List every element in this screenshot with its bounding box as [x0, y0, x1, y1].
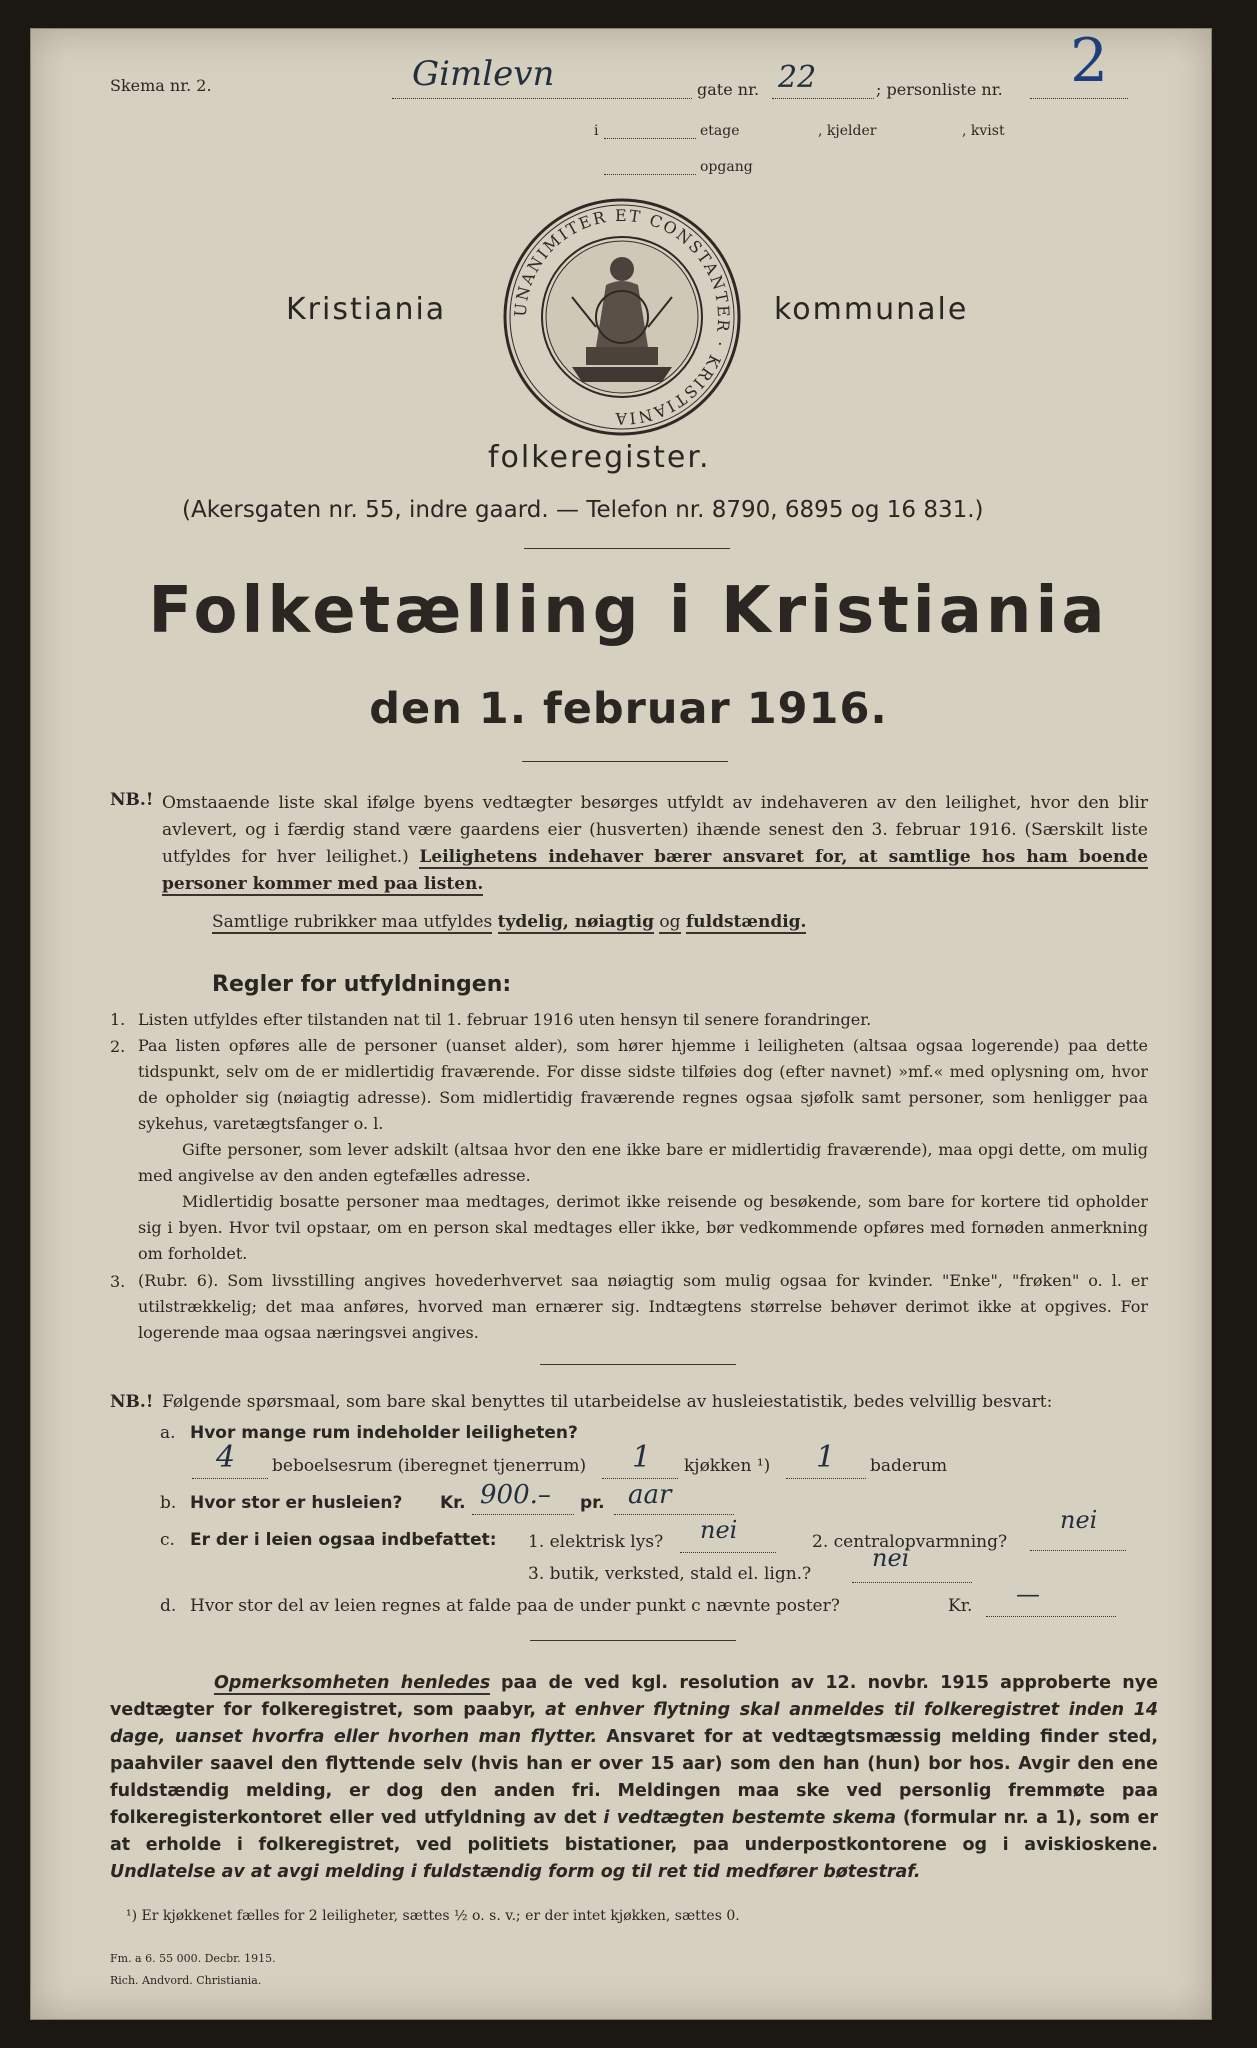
divider-4	[530, 1640, 736, 1641]
notice-paragraph	[110, 1670, 1158, 1886]
divider-1	[524, 548, 730, 549]
c3-label: 3. butik, verksted, stald el. lign.?	[528, 1564, 812, 1584]
notice-i3: Undlatelse av at avgi melding i fuldstændig form og til ret tid medfører bøtestraf.	[110, 1862, 921, 1882]
seal-legend: UNANIMITER ET CONSTANTER · KRISTIANIA	[510, 205, 734, 429]
bath-value: 1	[816, 1440, 836, 1475]
q-a-question: Hvor mange rum indeholder leiligheten?	[190, 1423, 578, 1443]
d-kr-label: Kr.	[948, 1596, 973, 1616]
q-b-label: b.	[160, 1493, 177, 1513]
gate-number-value: 22	[778, 60, 817, 95]
bath-label: baderum	[870, 1456, 948, 1476]
c2-value: nei	[1060, 1506, 1098, 1534]
nb2-intro: Følgende spørsmaal, som bare skal benyttes til utarbeidelse av husleiestatistik, bedes velvillig besvart:	[162, 1392, 1053, 1412]
etage-field[interactable]	[604, 122, 696, 139]
office-city: Kristiania	[286, 292, 447, 327]
personliste-label: ; personliste nr.	[876, 80, 1003, 99]
q-b-question: Hvor stor er husleien?	[190, 1493, 403, 1513]
d-amount-field[interactable]	[986, 1580, 1116, 1617]
q-d-label: d.	[160, 1596, 177, 1616]
rent-period-value: aar	[628, 1480, 672, 1510]
notice-t1: paa de ved kgl. resolution av 12. novbr. 1915 approberte nye vedtægter for folkeregistret, som paabyr,	[110, 1673, 1158, 1720]
nb1-text1: Omstaaende liste skal ifølge byens vedtægter besørges utfyldt av indehaveren av den leilighet, hvor den blir avlevert, og i færdig stand være gaardens eier (husverten) ihænde senest den 3. februar 1916. (Særskilt liste utfyldes for hver leilighet.)	[162, 793, 1148, 867]
q-d-question: Hvor stor del av leien regnes at falde paa de under punkt c nævnte poster?	[190, 1596, 840, 1616]
nb1-line2	[212, 912, 806, 932]
nb1-text2: Samtlige rubrikker maa utfyldes	[212, 912, 493, 932]
kristiania-seal-icon	[502, 197, 742, 437]
rule-2-num: 2.	[110, 1037, 126, 1056]
rule-2b-text: Gifte personer, som lever adskilt (altsaa hvor den ene ikke bare er midlertidig fraværende), maa opgi dette, om mulig med angivelse av den anden egtefælles adresse.	[138, 1140, 1148, 1185]
street-value: Gimlevn	[412, 54, 555, 94]
office-address: (Akersgaten nr. 55, indre gaard. — Telefon nr. 8790, 6895 og 16 831.)	[182, 497, 984, 523]
kitchen-label: kjøkken ¹)	[684, 1456, 771, 1476]
notice-i2: i vedtægten bestemte skema	[603, 1808, 897, 1828]
d-amount-value: —	[1016, 1580, 1040, 1608]
office-kommunale: kommunale	[774, 292, 969, 327]
rule-2c-text: Midlertidig bosatte personer maa medtages, derimot ikke reisende og besøkende, som bare for kortere tid opholder sig i byen. Hvor tvil opstaar, om en person skal medtages eller ikke, bør vedkommende opføres med fornøden anmerkning om forholdet.	[138, 1192, 1148, 1263]
office-folkeregister: folkeregister.	[488, 440, 711, 475]
skema-label: Skema nr. 2.	[110, 76, 212, 95]
rule-3-num: 3.	[110, 1272, 126, 1291]
census-date: den 1. februar 1916.	[369, 684, 888, 734]
q-a-label: a.	[160, 1423, 176, 1443]
notice-lead: Opmerksomheten henledes	[214, 1673, 491, 1693]
rent-kr-label: Kr.	[440, 1493, 466, 1513]
gate-number-field[interactable]	[772, 62, 874, 99]
c1-field[interactable]	[680, 1516, 776, 1553]
imprint-line1: Fm. a 6. 55 000. Decbr. 1915.	[110, 1952, 276, 1965]
street-field[interactable]	[392, 54, 692, 99]
rent-amount-field[interactable]	[472, 1480, 574, 1515]
notice-t2: Ansvaret for at vedtægtsmæssig melding finder sted, paahviler saavel den flyttende selv (hvis han er over 15 aar) som den han (hun) bor hos. Avgir den ene fuldstændig melding, er dog den anden fri. Meldingen maa ske ved personlig fremmøte paa folkeregisterkontoret eller ved utfyldning av det	[110, 1727, 1158, 1828]
nb1-text	[162, 790, 1148, 898]
rooms-field[interactable]	[192, 1440, 268, 1479]
rule-1-text: Listen utfyldes efter tilstanden nat til 1. februar 1916 uten hensyn til senere forandringer.	[138, 1010, 872, 1029]
personliste-field[interactable]	[1030, 26, 1128, 99]
rule-1-num: 1.	[110, 1010, 126, 1029]
nb1-text3: og	[659, 912, 681, 932]
etage-label: etage	[700, 123, 740, 139]
kjelder-label: , kjelder	[818, 123, 877, 139]
rule-3-text: (Rubr. 6). Som livsstilling angives hovederhvervet saa nøiagtig som mulig ogsaa for kvinder. "Enke", "frøken" o. l. er utilstrækkelig; det maa anføres, hvorved man ernærer sig. Indtægtens størrelse behøver derimot ikke at opgives. For logerende maa ogsaa næringsvei angives.	[138, 1271, 1148, 1342]
imprint-line2: Rich. Andvord. Christiania.	[110, 1974, 262, 1987]
c1-value: nei	[700, 1516, 738, 1544]
nb1-bold1: Leilighetens indehaver bærer ansvaret for, at samtlige hos ham boende personer kommer med paa listen.	[162, 847, 1149, 894]
gate-label: gate nr.	[697, 80, 760, 99]
c2-label: 2. centralopvarmning?	[812, 1532, 1008, 1552]
bath-field[interactable]	[786, 1440, 866, 1479]
nb1-bold3: fuldstændig.	[685, 912, 807, 932]
divider-3	[540, 1364, 736, 1365]
c3-value: nei	[872, 1544, 910, 1572]
rent-period-field[interactable]	[614, 1480, 734, 1515]
notice-t3: (formular nr. a 1), som er at erholde i folkeregistret, ved politiets bistationer, paa underpostkontorene og i aviskioskene.	[110, 1808, 1158, 1855]
kvist-label: , kvist	[962, 123, 1005, 139]
rooms-label: beboelsesrum (iberegnet tjenerrum)	[272, 1456, 587, 1476]
rooms-value: 4	[216, 1440, 236, 1475]
nb1-bold2: tydelig, nøiagtig	[497, 912, 654, 932]
c2-field[interactable]	[1030, 1506, 1126, 1551]
opgang-field[interactable]	[604, 158, 696, 175]
opgang-label: opgang	[700, 159, 753, 175]
nb1-label: NB.!	[110, 790, 154, 810]
page-title: Folketælling i Kristiania	[148, 574, 1109, 648]
personliste-value: 2	[1070, 26, 1109, 96]
nb2-label: NB.!	[110, 1392, 154, 1412]
c3-field[interactable]	[852, 1544, 972, 1583]
rent-pr-label: pr.	[580, 1493, 605, 1513]
rules-heading: Regler for utfyldningen:	[212, 972, 512, 997]
footnote: ¹) Er kjøkkenet fælles for 2 leiligheter, sættes ½ o. s. v.; er der intet kjøkken, sættes 0.	[126, 1908, 740, 1924]
rule-2a-text: Paa listen opføres alle de personer (uanset alder), som hører hjemme i leiligheten (altsaa ogsaa logerende) paa dette tidspunkt, selv om de er midlertidig fraværende. For disse sidste tilføies dog (efter navnet) »mf.« med oplysning om, hvor de opholder sig (nøiagtig adresse). Som midlertidig fraværende regnes ogsaa sjøfolk samt personer, som henligger paa sykehus, varetægtsfanger o. l.	[138, 1036, 1148, 1133]
notice-i1: at enhver flytning skal anmeldes til folkeregistret inden 14 dage, uanset hvorfra eller hvorhen man flytter.	[110, 1700, 1158, 1747]
rent-amount-value: 900.–	[480, 1480, 551, 1510]
c1-label: 1. elektrisk lys?	[528, 1532, 664, 1552]
divider-2	[522, 761, 728, 762]
kitchen-value: 1	[632, 1440, 652, 1475]
kitchen-field[interactable]	[602, 1440, 678, 1479]
q-c-question: Er der i leien ogsaa indbefattet:	[190, 1530, 497, 1550]
q-c-label: c.	[160, 1530, 175, 1550]
i-label: i	[594, 123, 599, 139]
